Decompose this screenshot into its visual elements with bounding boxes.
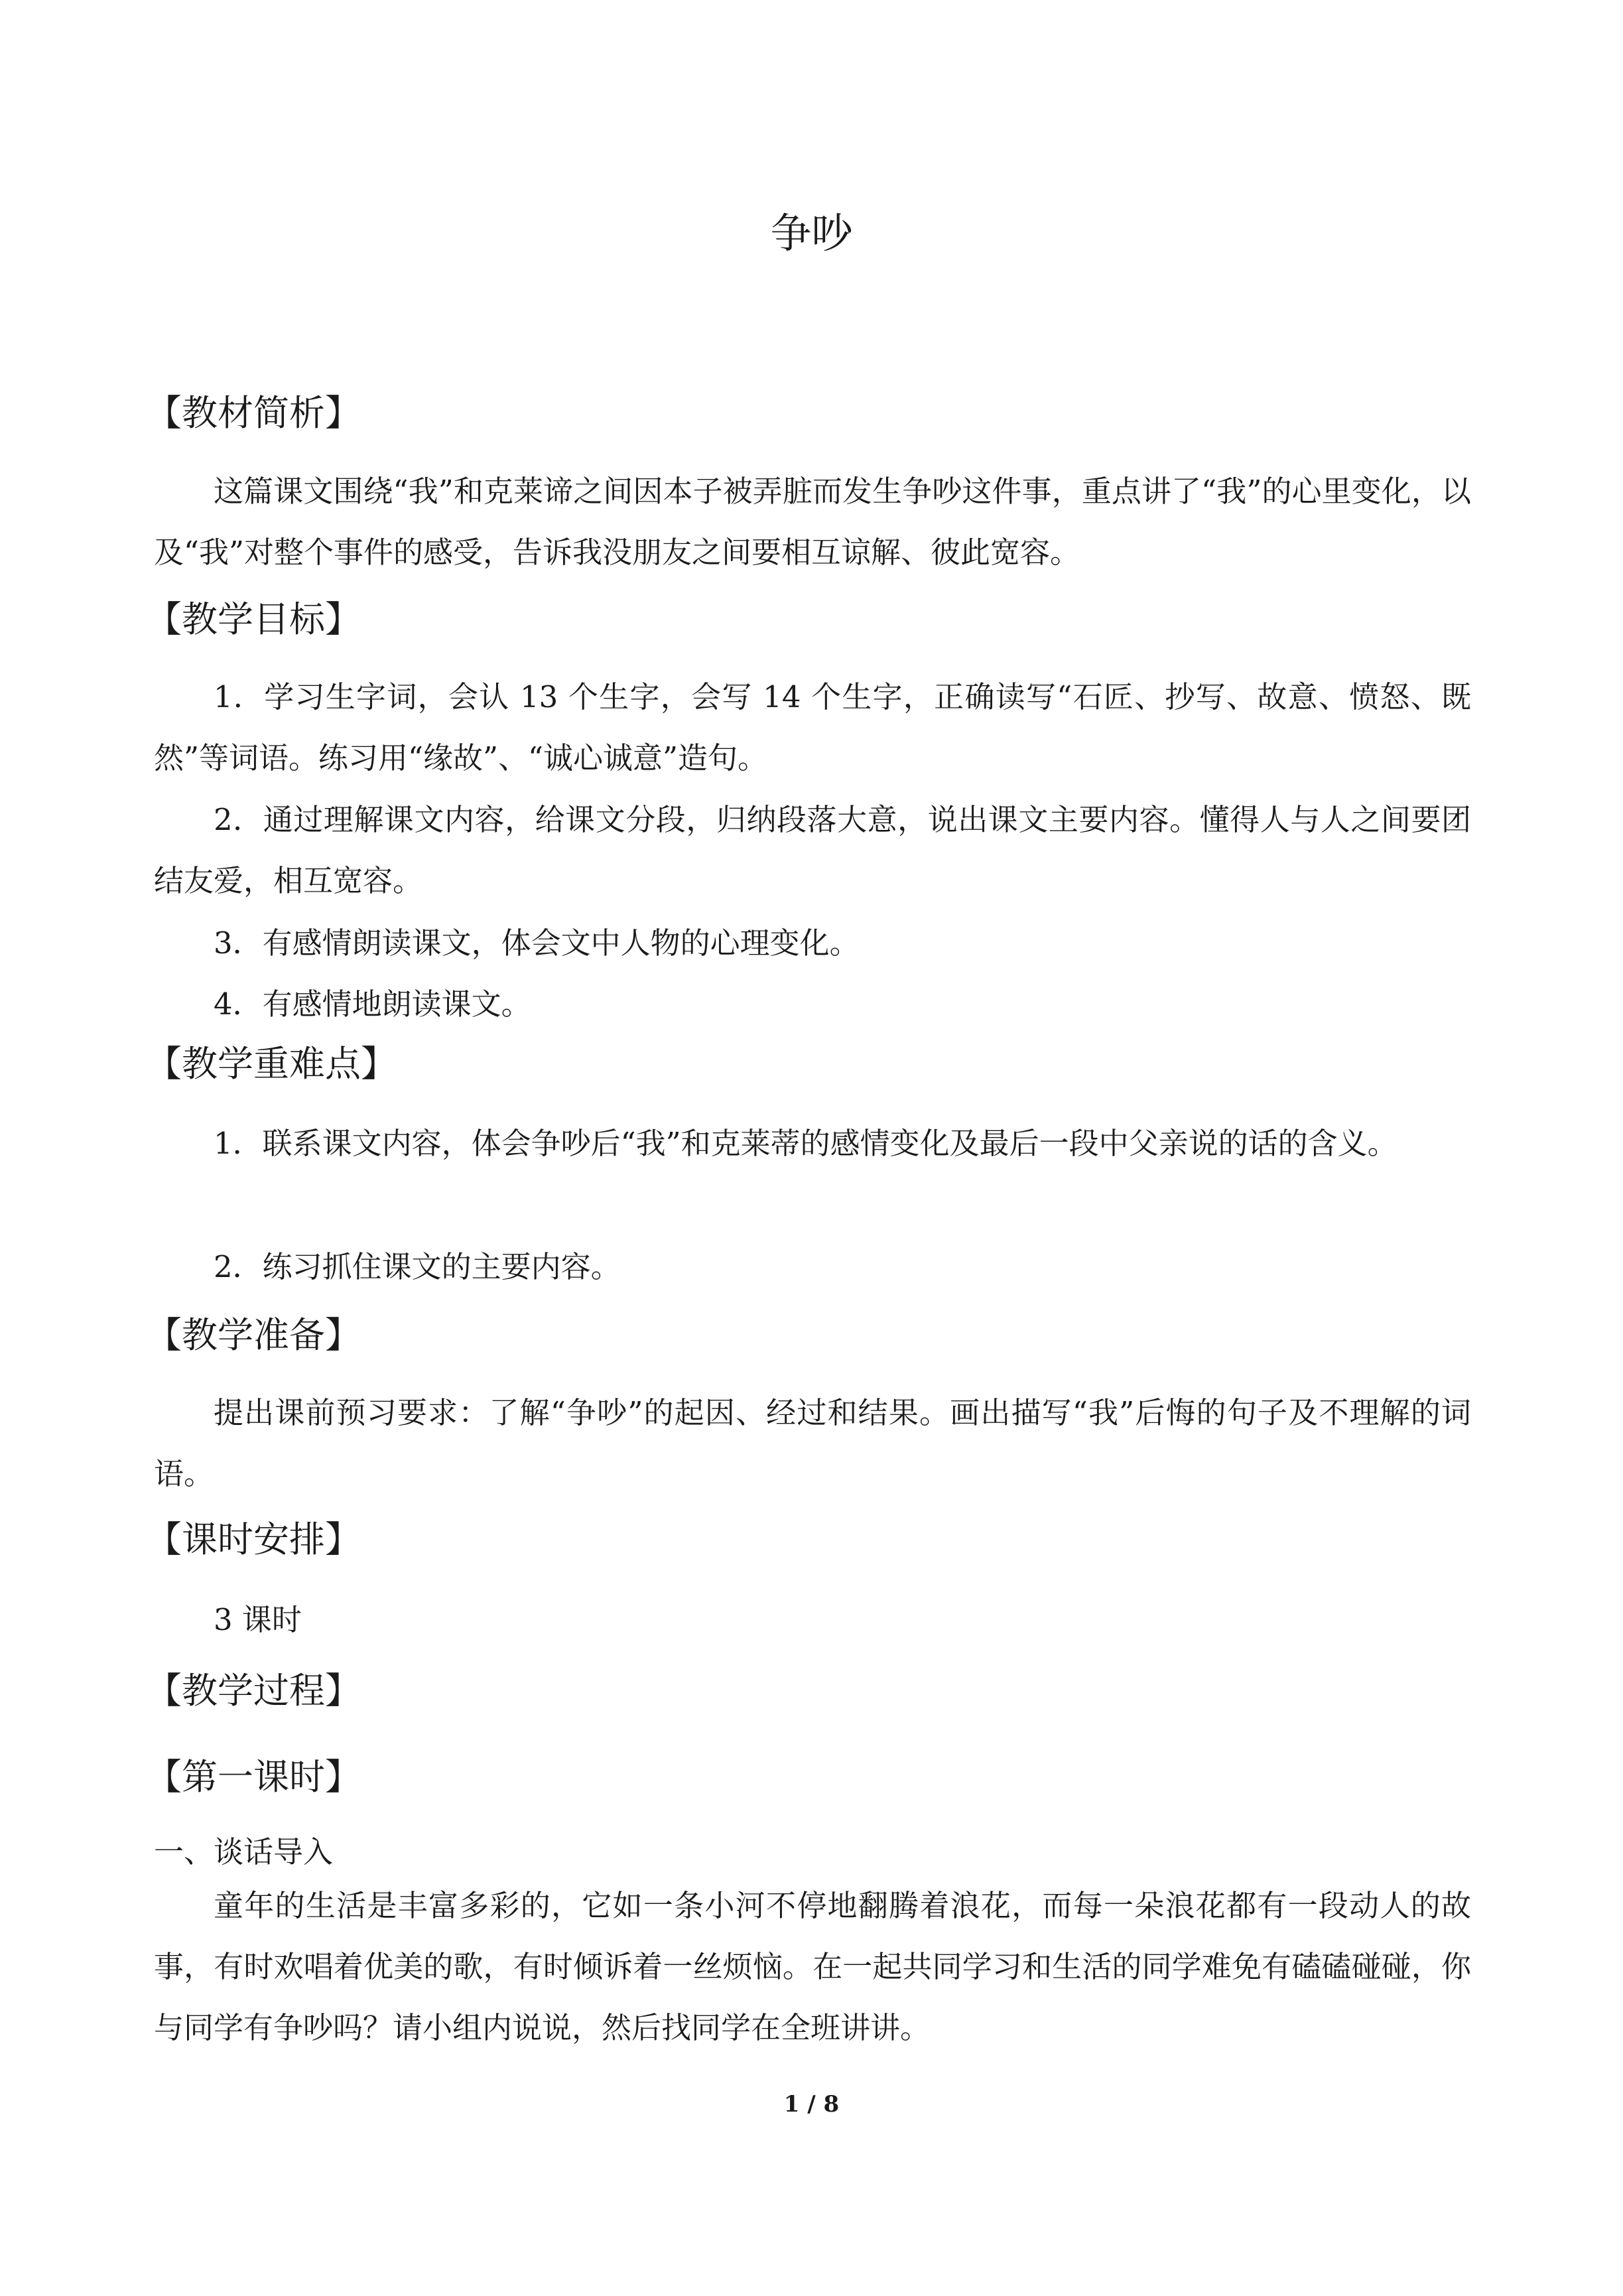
heading-teaching-preparation: 【教学准备】 <box>146 1314 361 1356</box>
key-point-item-2: 2．练习抓住课文的主要内容。 <box>214 1249 621 1284</box>
heading-teaching-goals: 【教学目标】 <box>146 598 361 640</box>
heading-textbook-analysis: 【教材简析】 <box>146 392 361 434</box>
heading-first-lesson: 【第一课时】 <box>146 1756 361 1798</box>
class-schedule-value: 3 课时 <box>214 1602 302 1637</box>
document-title: 争吵 <box>770 209 853 257</box>
heading-key-points: 【教学重难点】 <box>146 1043 397 1085</box>
goal-item-3: 3．有感情朗读课文，体会文中人物的心理变化。 <box>214 925 860 961</box>
goal-item-2: 2．通过理解课文内容，给课文分段，归纳段落大意，说出课文主要内容。懂得人与人之间要团结友爱，相互宽容。 <box>154 802 1471 898</box>
page-number: 1 / 8 <box>783 2091 840 2118</box>
heading-teaching-process: 【教学过程】 <box>146 1670 361 1712</box>
paragraph-textbook-analysis: 这篇课文围绕“我”和克莱谛之间因本子被弄脏而发生争吵这件事，重点讲了“我”的心里变化，以及“我”对整个事件的感受，告诉我没朋友之间要相互谅解、彼此宽容。 <box>154 474 1471 570</box>
key-point-item-1: 1．联系课文内容，体会争吵后“我”和克莱蒂的感情变化及最后一段中父亲说的话的含义。 <box>214 1126 1397 1161</box>
heading-class-schedule: 【课时安排】 <box>146 1519 361 1560</box>
goal-item-4: 4．有感情地朗读课文。 <box>214 986 531 1022</box>
goal-item-1: 1．学习生字词，会认 13 个生字，会写 14 个生字，正确读写“石匠、抄写、故意、愤怒、既然”等词语。练习用“缘故”、“诚心诚意”造句。 <box>154 679 1471 776</box>
paragraph-intro: 童年的生活是丰富多彩的，它如一条小河不停地翻腾着浪花，而每一朵浪花都有一段动人的故事，有时欢唱着优美的歌，有时倾诉着一丝烦恼。在一起共同学习和生活的同学难免有磕磕碰碰，你与同学有争吵吗？请小组内说说，然后找同学在全班讲讲。 <box>154 1888 1471 2045</box>
paragraph-teaching-preparation: 提出课前预习要求：了解“争吵”的起因、经过和结果。画出描写“我”后悔的句子及不理解的词语。 <box>154 1395 1471 1491</box>
step-heading-intro: 一、谈话导入 <box>154 1834 334 1869</box>
